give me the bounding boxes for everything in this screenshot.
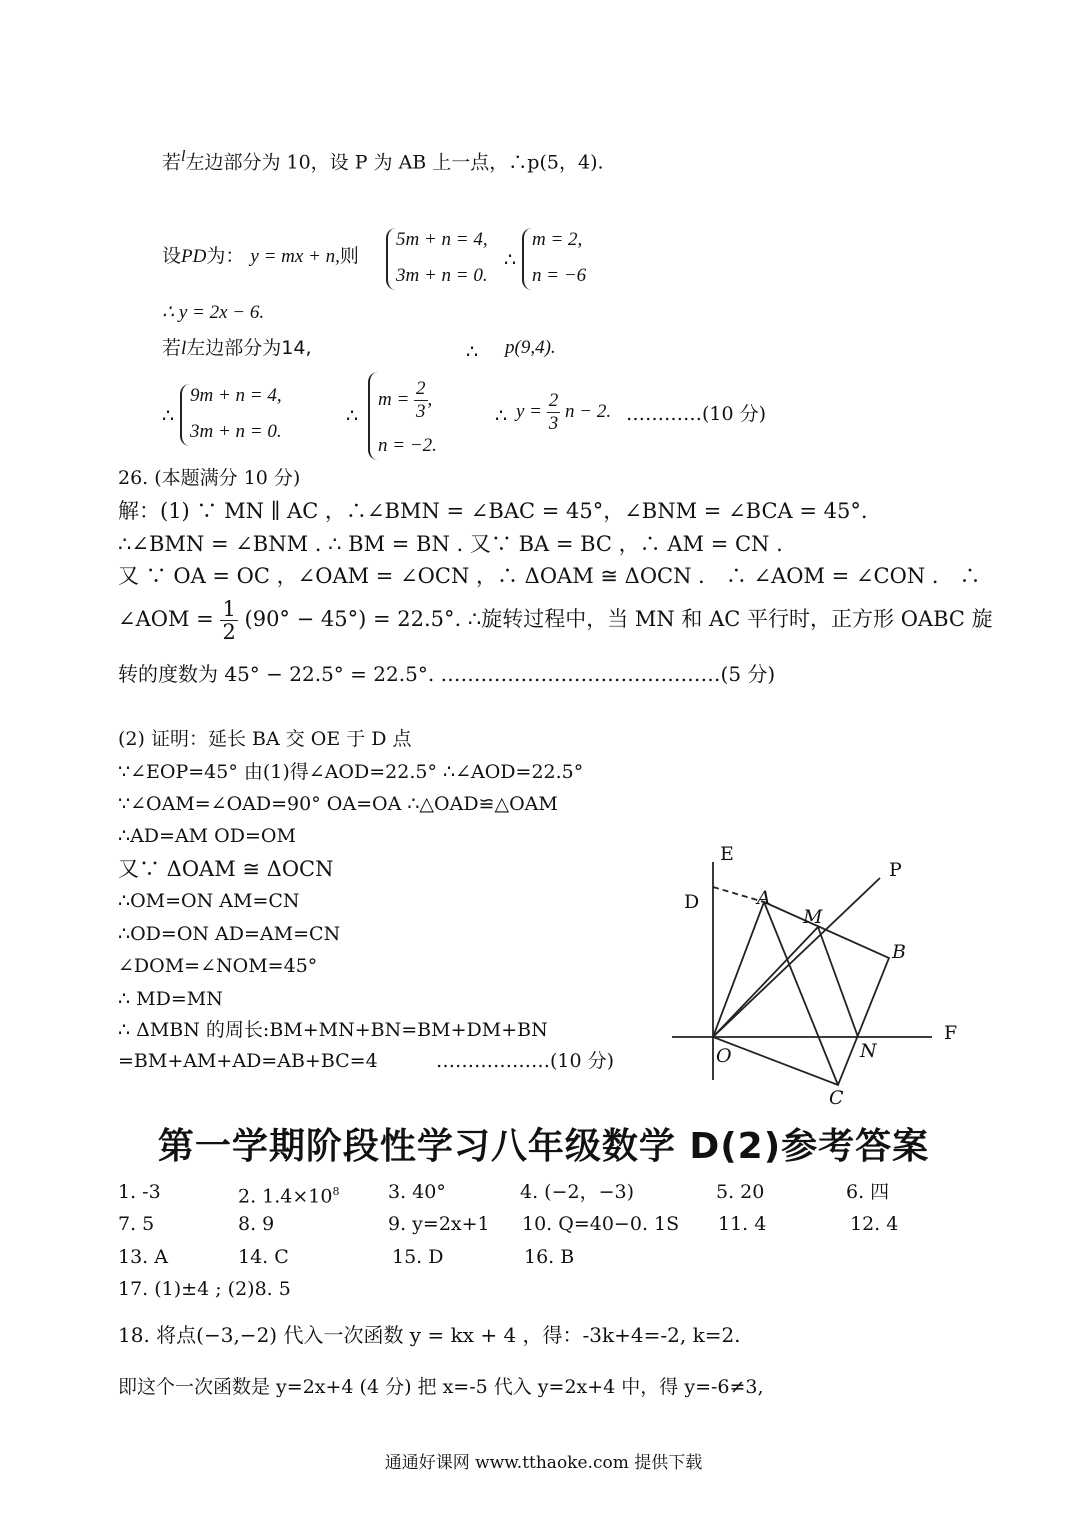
fraction: $\frac{2}{3}$ [416, 378, 426, 422]
solution-line: 又 ∵ OA = OC ，∠OAM = ∠OCN ，∴ ΔOAM ≅ ΔOCN ． ∴ ∠AOM = ∠CON ． ∴ [118, 564, 981, 588]
label-M: M [803, 906, 823, 928]
score-dots: …………(10 分) [626, 403, 767, 425]
answer: 11. 4 [718, 1213, 767, 1235]
therefore-sign: ∴ [162, 405, 175, 427]
label-F: F [944, 1022, 958, 1044]
text-line: 设PD为： y = mx + n,则 [162, 245, 359, 267]
answer: 7. 5 [118, 1213, 155, 1235]
brace [386, 228, 396, 290]
proof-line: ∴AD=AM OD=OM [118, 825, 296, 847]
answer: 18. 将点(−3,−2) 代入一次函数 y = kx + 4 ，得：-3k+4=-2, k=2. [118, 1323, 741, 1347]
equation: n = −6 [532, 265, 587, 286]
answer: 1. -3 [118, 1181, 161, 1203]
therefore-sign: ∴ [495, 405, 508, 427]
solution-line: 转的度数为 45° − 22.5° = 22.5°. ……………………………………(5 分) [118, 662, 776, 686]
label-B: B [892, 941, 906, 963]
answer: 16. B [524, 1246, 575, 1268]
question-header: 26. (本题满分 10 分) [118, 467, 301, 489]
proof-line: ∠DOM=∠NOM=45° [118, 955, 318, 977]
label-D: D [684, 891, 700, 913]
equation: y = $\frac{2}{3}$ n − 2. [516, 390, 612, 434]
answer: 13. A [118, 1246, 168, 1268]
score-dots: ………………(10 分) [436, 1050, 615, 1072]
solution-line: ∴∠BMN = ∠BNM . ∴ BM = BN . 又∵ BA = BC ，∴ AM = CN . [118, 532, 783, 556]
answer: 4. (−2，−3) [520, 1181, 635, 1203]
label-P: P [889, 859, 902, 881]
proof-line: 又∵ ΔOAM ≅ ΔOCN [118, 857, 334, 881]
answer: 3. 40° [388, 1181, 446, 1203]
ray-op [713, 878, 880, 1037]
answer: 6. 四 [846, 1181, 890, 1203]
equation: 3m + n = 0. [190, 421, 282, 442]
label-A: A [757, 887, 771, 909]
proof-line: ∴ ΔMBN 的周长:BM+MN+BN=BM+DM+BN [118, 1019, 548, 1041]
proof-line: ∵∠OAM=∠OAD=90° OA=OA ∴△OAD≌△OAM [118, 793, 558, 815]
answer: 5. 20 [716, 1181, 765, 1203]
equation: n = −2. [378, 435, 437, 456]
section-title: 第一学期阶段性学习八年级数学 D(2)参考答案 [157, 1126, 930, 1167]
answer: 10. Q=40−0. 1S [522, 1213, 680, 1235]
proof-line: (2) 证明：延长 BA 交 OE 于 D 点 [118, 728, 412, 750]
solution-line: ∠AOM = $\frac{1}{2}$ (90° − 45°) = 22.5°. ∴旋转过程中，当 MN 和 AC 平行时，正方形 OABC 旋 [118, 597, 993, 644]
segment-mn [818, 927, 858, 1037]
text-line: 若l左边部分为14, [162, 337, 312, 359]
proof-line: ∵∠EOP=45° 由(1)得∠AOD=22.5° ∴∠AOD=22.5° [118, 761, 584, 783]
segment-om [713, 927, 818, 1037]
label-O: O [716, 1045, 732, 1067]
answer: 9. y=2x+1 [388, 1213, 490, 1235]
equation: ∴ y = 2x − 6. [162, 302, 265, 323]
proof-line: =BM+AM+AD=AB+BC=4 [118, 1050, 378, 1072]
geometry-figure [660, 838, 980, 1108]
equation: 5m + n = 4, [396, 229, 488, 250]
therefore-sign: ∴ [466, 341, 479, 363]
therefore-sign: ∴ [504, 249, 517, 271]
solution-line: 解：(1) ∵ MN ∥ AC ，∴∠BMN = ∠BAC = 45°，∠BNM = ∠BCA = 45°. [118, 499, 868, 523]
brace [522, 228, 532, 290]
brace [368, 372, 378, 460]
proof-line: ∴OM=ON AM=CN [118, 890, 300, 912]
equation: m = 2, [532, 229, 583, 250]
answer: 2. $1.4\times 10^8$ [238, 1185, 340, 1208]
equation: m = $\frac{2}{3}$ , [378, 378, 433, 422]
text-line: 若$^l$左边部分为 10，设 P 为 AB 上一点，∴p(5，4). [162, 148, 604, 174]
answer: 14. C [238, 1246, 289, 1268]
brace [180, 384, 190, 446]
label-N: N [860, 1040, 877, 1062]
answer: 12. 4 [850, 1213, 899, 1235]
proof-line: ∴ MD=MN [118, 988, 223, 1010]
footer-credit: 通通好课网 www.tthaoke.com 提供下载 [384, 1453, 703, 1473]
answer: 17. (1)±4 ; (2)8. 5 [118, 1278, 291, 1300]
answer: 即这个一次函数是 y=2x+4 (4 分) 把 x=-5 代入 y=2x+4 中，得 y=-6≠3, [118, 1376, 764, 1398]
equation: 3m + n = 0. [396, 265, 488, 286]
equation: 9m + n = 4, [190, 385, 282, 406]
proof-line: ∴OD=ON AD=AM=CN [118, 923, 341, 945]
fraction: $\frac{1}{2}$ [222, 597, 236, 644]
label-E: E [720, 843, 734, 865]
equation: p(9,4). [505, 337, 556, 358]
answer: 8. 9 [238, 1213, 275, 1235]
fraction: $\frac{2}{3}$ [548, 390, 559, 434]
therefore-sign: ∴ [346, 405, 359, 427]
label-C: C [829, 1087, 844, 1108]
answer: 15. D [392, 1246, 444, 1268]
